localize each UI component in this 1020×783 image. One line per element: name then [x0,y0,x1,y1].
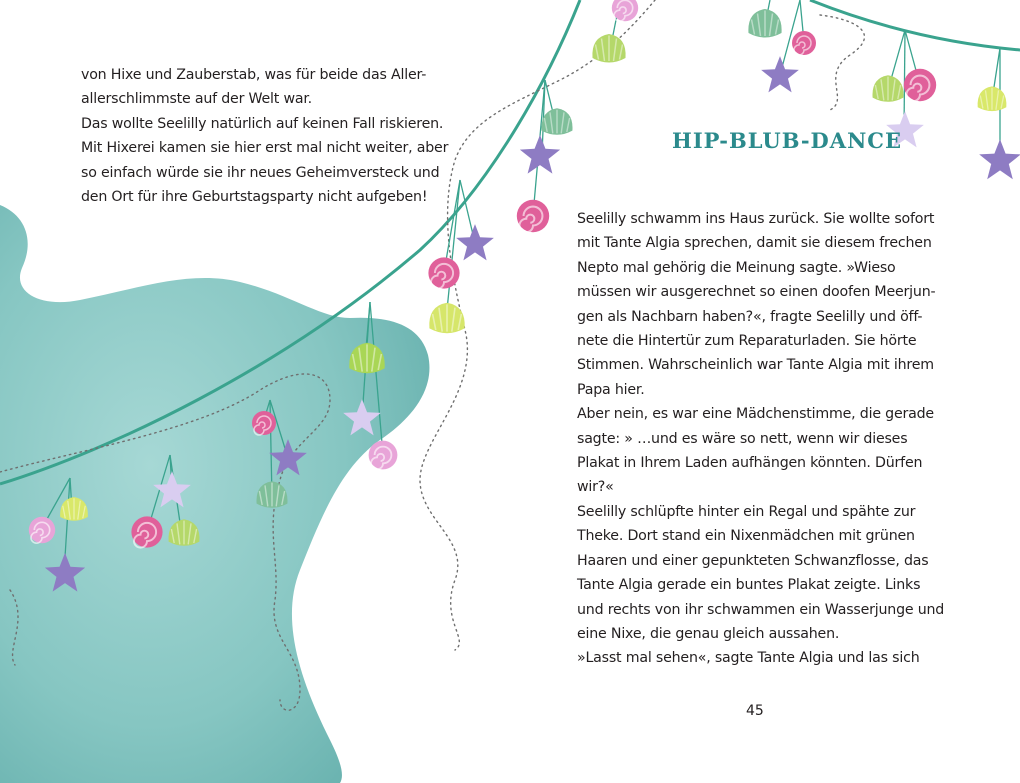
text-line: Tante Algia gerade ein buntes Plakat zeigte. Links [577,577,921,594]
text-line: Seelilly schwamm ins Haus zurück. Sie wollte sofort [577,211,935,227]
text-line: so einfach würde sie ihr neues Geheimversteck und [81,164,440,181]
text-line: Papa hier. [577,381,645,398]
text-line: sagte: » …und es wäre so nett, wenn wir dieses [577,430,908,447]
text-line: von Hixe und Zauberstab, was für beide das Aller- [81,67,427,83]
text-line: Haaren und einer gepunkteten Schwanzflosse, das [577,552,929,569]
text-line: allerschlimmste auf der Welt war. [81,91,312,108]
text-line: Stimmen. Wahrscheinlich war Tante Algia mit ihrem [577,357,934,374]
text-line: Seelilly schlüpfte hinter ein Regal und spähte zur [577,503,916,520]
right-column-text [577,207,947,671]
text-line: mit Tante Algia sprechen, damit sie diesem frechen [577,235,932,252]
text-line: Plakat in Ihrem Laden aufhängen könnten. Dürfen [577,455,923,472]
text-line: und rechts von ihr schwammen ein Wasserjunge und [577,601,945,618]
text-line: gen als Nachbarn haben?«, fragte Seelilly und öff- [577,308,923,325]
text-line: wir?« [577,479,614,496]
text-line: Das wollte Seelilly natürlich auf keinen Fall riskieren. [81,115,444,132]
text-line: den Ort für ihre Geburtstagsparty nicht aufgeben! [81,189,428,206]
text-line: müssen wir ausgerechnet so einen doofen Meerjun- [577,284,936,301]
garland-top-right [810,0,1020,50]
text-line: Nepto mal gehörig die Meinung sagte. »Wieso [577,259,896,276]
text-line: »Lasst mal sehen«, sagte Tante Algia und las sich [577,650,920,667]
text-line: Mit Hixerei kamen sie hier erst mal nicht weiter, aber [81,140,449,157]
water-blob [0,205,429,783]
text-line: Aber nein, es war eine Mädchenstimme, die gerade [577,406,934,423]
text-line: Theke. Dort stand ein Nixenmädchen mit grünen [577,528,915,545]
chapter-title: HIP-BLUB-DANCE [672,128,902,153]
page-number: 45 [746,703,764,719]
text-line: nete die Hintertür zum Reparaturladen. Sie hörte [577,333,917,350]
left-column-text [81,63,453,209]
text-line: eine Nixe, die genau gleich aussahen. [577,625,840,642]
